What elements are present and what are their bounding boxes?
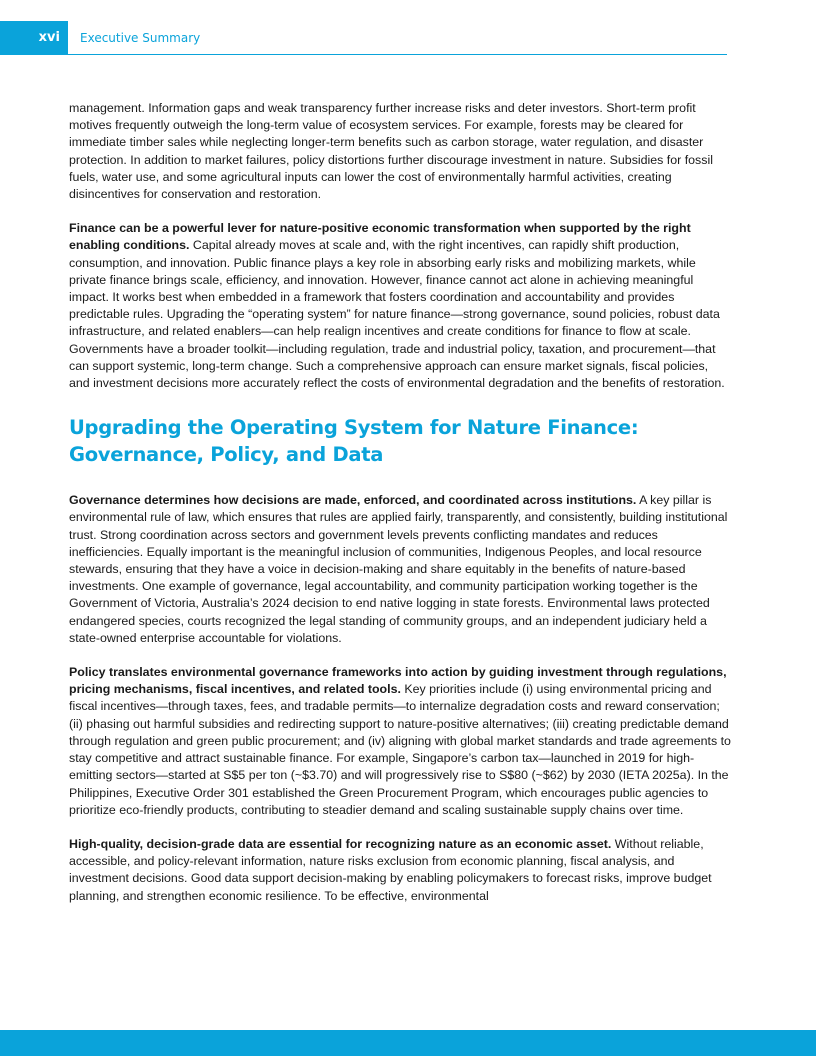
header-rule (68, 54, 727, 55)
section-title: Upgrading the Operating System for Nature Finance: Governance, Policy, and Data (69, 416, 639, 467)
page-number: xvi (0, 21, 68, 55)
paragraph-text: management. Information gaps and weak transparency further increase risks and deter investors. Short-term profit motives frequently outweigh the long-term value of ecosystem services. For example, forests may be cleared for immediate timber sales while neglecting longer-term benefits such as carbon storage, water regulation, and disaster protection. In addition to market failures, policy distortions further discourage investment in nature. Subsidies for fossil fuels, water use, and some agricultural inputs can lower the cost of environmentally harmful activities, creating disincentives for conservation and restoration. (69, 101, 713, 202)
body-paragraph (69, 220, 731, 392)
footer-band (0, 1030, 816, 1056)
page-content (69, 100, 731, 922)
paragraph-text: A key pillar is environmental rule of law, which ensures that rules are applied fairly, transparently, and consistently, building institutional trust. Strong coordination across sectors and government levels prevents conflicting mandates and reduces inefficiencies. Equally important is the meaningful inclusion of communities, Indigenous Peoples, and local resource stewards, ensuring that they have a voice in decision-making and share equitably in the benefits of nature-based investments. One example of governance, legal accountability, and community participation working together is the Government of Victoria, Australia’s 2024 decision to end native logging in state forests. Environmental laws protected endangered species, courts recognized the legal standing of community groups, and an independent judiciary held a state-owned enterprise accountable for violations. (69, 493, 728, 645)
body-paragraph (69, 836, 731, 905)
body-paragraph (69, 492, 731, 647)
body-paragraph (69, 100, 731, 203)
body-paragraph (69, 664, 731, 819)
paragraph-lead: High-quality, decision-grade data are essential for recognizing nature as an economic asset. (69, 836, 612, 851)
paragraph-text: Capital already moves at scale and, with the right incentives, can rapidly shift production, consumption, and innovation. Public finance plays a key role in absorbing early risks and mobilizing markets, while private finance brings scale, efficiency, and innovation. However, finance cannot act alone in achieving meaningful impact. It works best when embedded in a framework that fosters coordination and accountability and provides predictable rules. Upgrading the “operating system” for nature finance—strong governance, sound policies, robust data infrastructure, and related enablers—can help realign incentives and create conditions for finance to flow at scale. Governments have a broader toolkit—including regulation, trade and industrial policy, taxation, and procurement—that can support systemic, long-term change. Such a comprehensive approach can ensure market signals, fiscal policies, and investment decisions more accurately reflect the costs of environmental degradation and the benefits of restoration. (69, 238, 725, 391)
paragraph-text: Without reliable, accessible, and policy-relevant information, nature risks exclusion from economic planning, fiscal analysis, and investment decisions. Good data support decision-making by enabling policymakers to forecast risks, improve budget planning, and strengthen economic resilience. To be effective, environmental (69, 836, 712, 903)
running-header: Executive Summary (80, 31, 201, 45)
paragraph-lead: Governance determines how decisions are made, enforced, and coordinated across institutions. (69, 493, 637, 508)
paragraph-lead: Policy translates environmental governance frameworks into action by guiding investment through regulations, pricing mechanisms, fiscal incentives, and related tools. (69, 665, 727, 697)
paragraph-text: Key priorities include (i) using environmental pricing and fiscal incentives—through taxes, fees, and tradable permits—to internalize degradation costs and reward conservation; (ii) phasing out harmful subsidies and redirecting support to nature-positive alternatives; (iii) creating predictable demand through regulation and green public procurement; and (iv) aligning with global market standards and trade agreements to stay competitive and attract sustainable finance. For example, Singapore’s carbon tax—launched in 2019 for high-emitting sectors—started at S$5 per ton (~$3.70) and will progressively rise to S$80 (~$62) by 2030 (IETA 2025a). In the Philippines, Executive Order 301 established the Green Procurement Program, which encourages public agencies to prioritize eco-friendly products, contributing to steadier demand and scaling sustainable supply chains over time. (69, 682, 731, 817)
paragraph-lead: Finance can be a powerful lever for nature-positive economic transformation when supported by the right enabling conditions. (69, 221, 691, 253)
